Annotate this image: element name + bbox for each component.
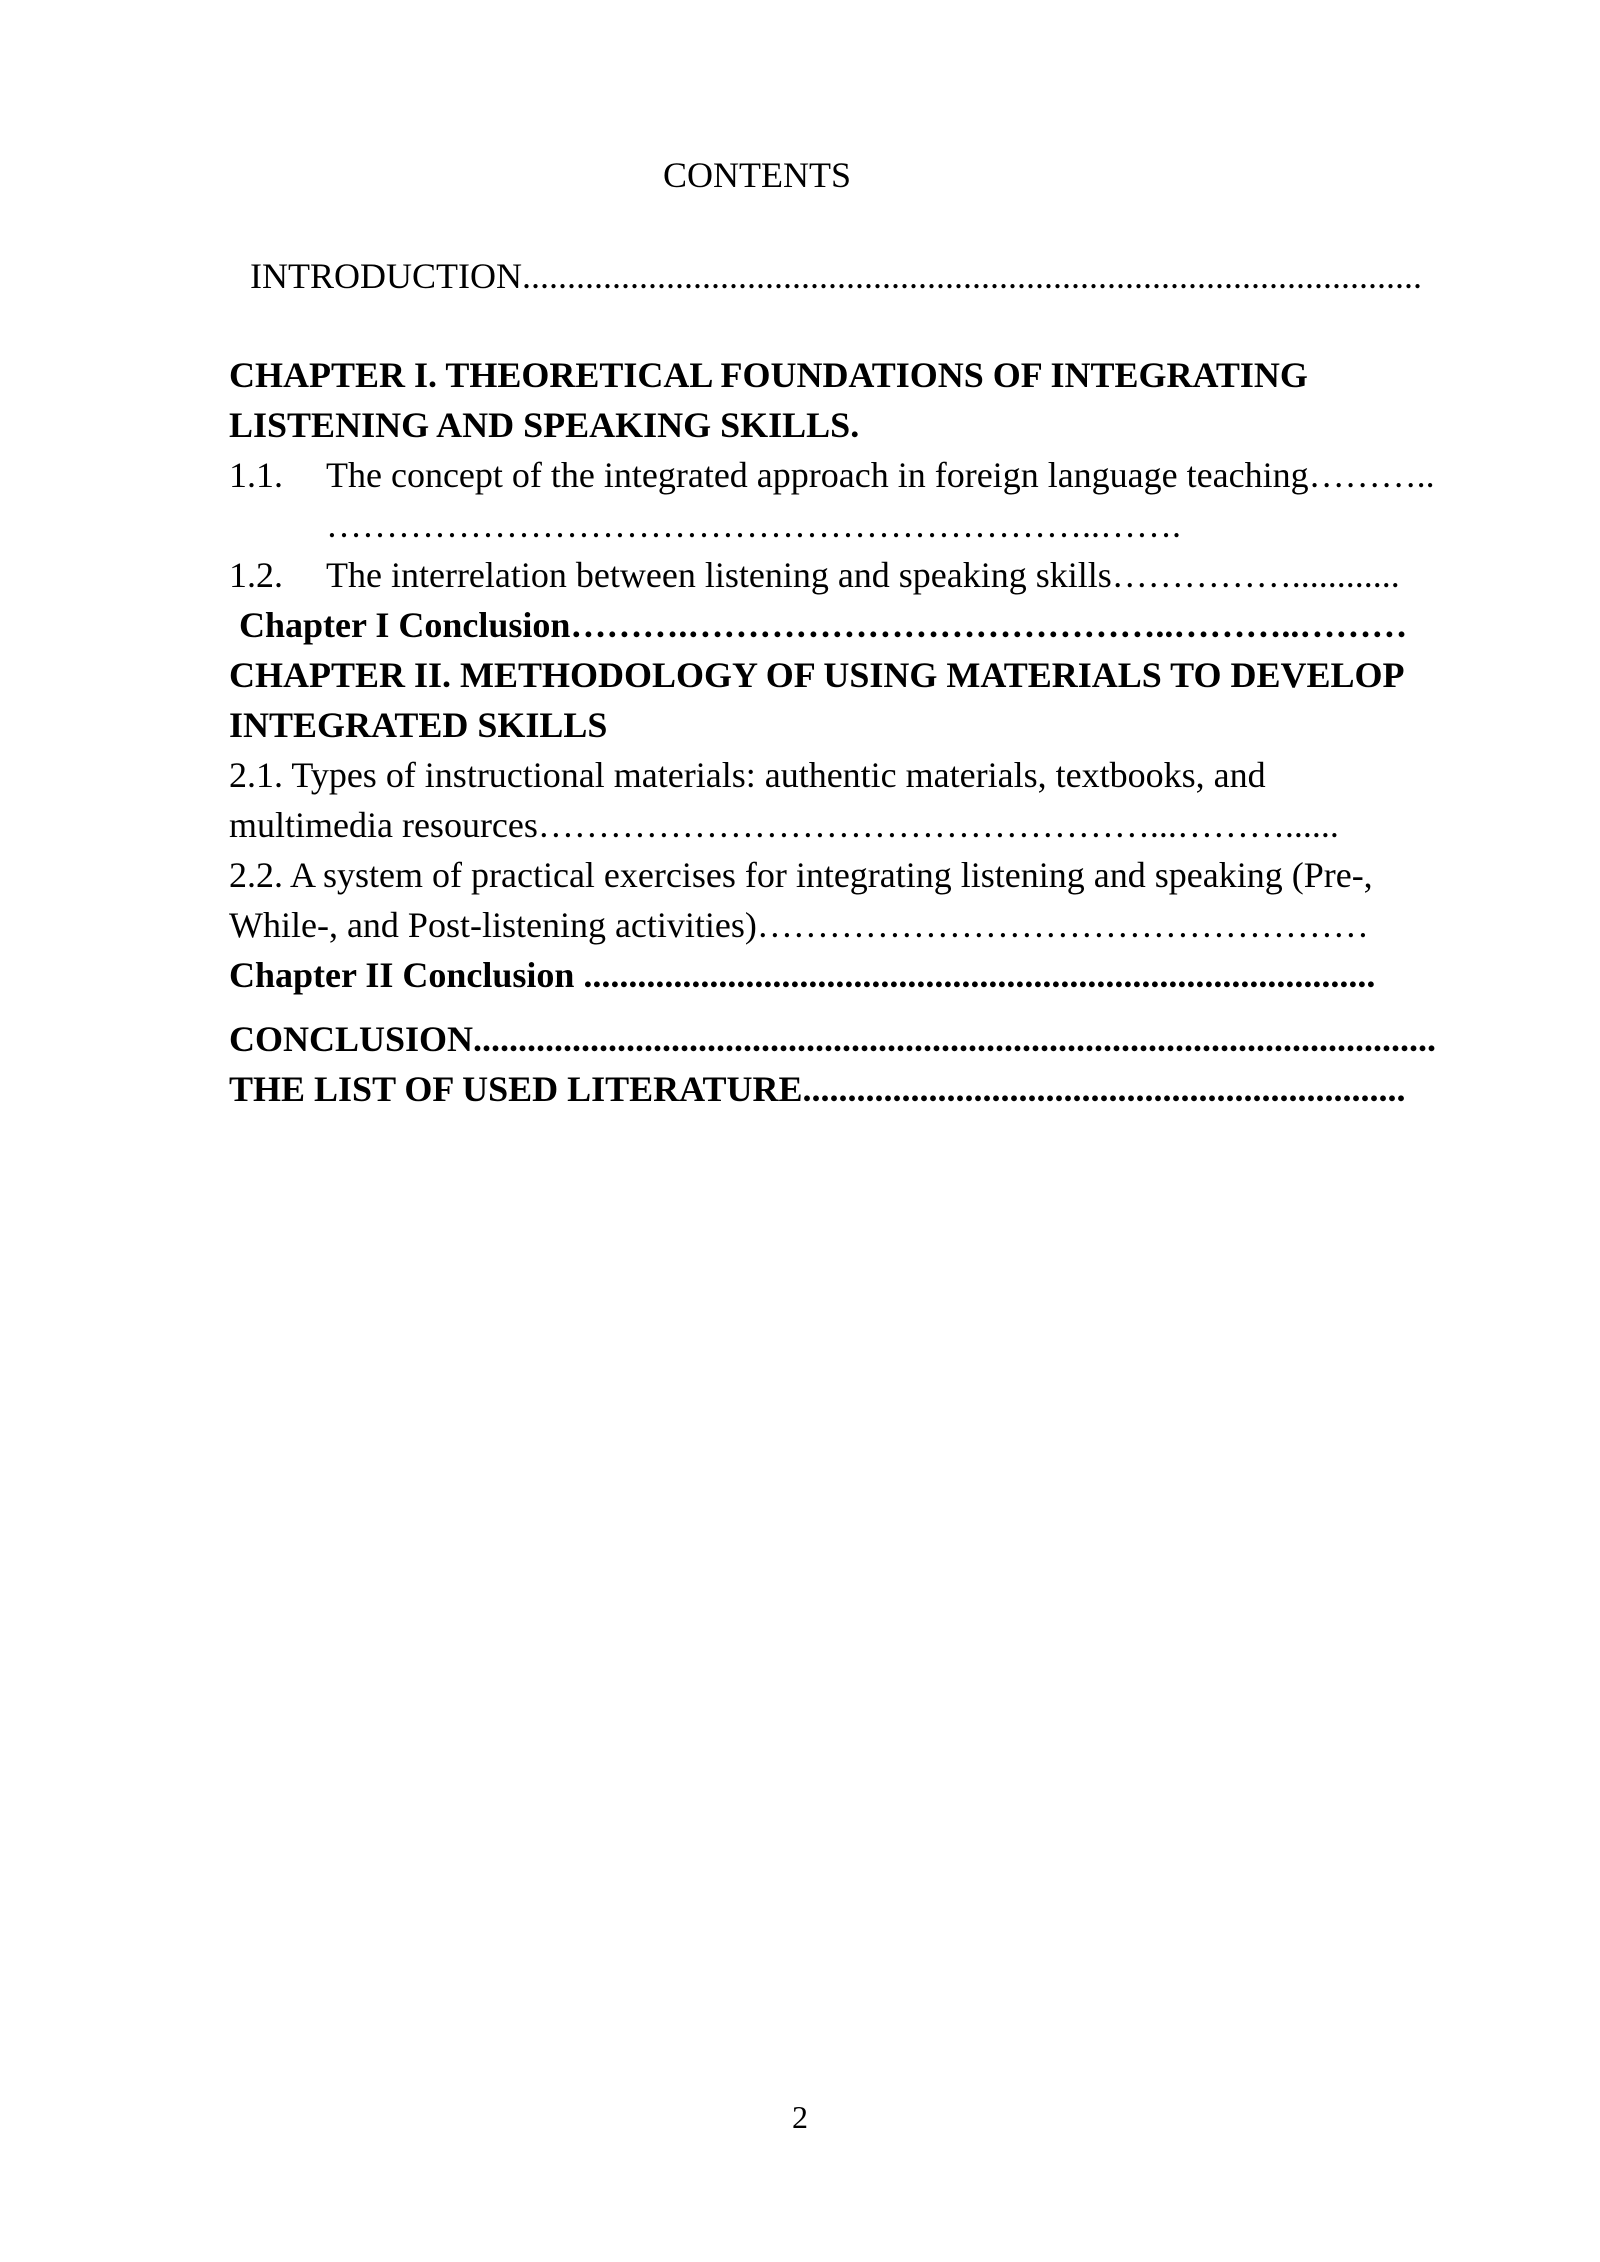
toc-chapter-1-conclusion: Chapter I Conclusion……….…………………………………..………..……… bbox=[239, 605, 1408, 645]
toc-section-1-1 bbox=[229, 450, 1435, 500]
toc-entry-literature: THE LIST OF USED LITERATURE................................................................... bbox=[229, 1069, 1406, 1109]
section-number: 1.2. bbox=[229, 555, 283, 595]
section-number: 1.1. bbox=[229, 455, 283, 495]
toc-chapter-2-heading: CHAPTER II. METHODOLOGY OF USING MATERIALS TO DEVELOP bbox=[229, 655, 1405, 695]
toc-section-1-1-leader: ………………………………………………………..……. bbox=[326, 505, 1181, 545]
toc-section-2-1: 2.1. Types of instructional materials: authentic materials, textbooks, and bbox=[229, 755, 1266, 795]
toc-section-1-2 bbox=[229, 550, 1400, 600]
toc-entry-introduction: INTRODUCTION.................................................................................................... bbox=[250, 256, 1422, 296]
toc-section-2-1-continued: multimedia resources……………………………………………...………...... bbox=[229, 805, 1339, 845]
toc-section-2-2: 2.2. A system of practical exercises for integrating listening and speaking (Pre-, bbox=[229, 855, 1373, 895]
toc-chapter-2-conclusion: Chapter II Conclusion ........................................................................................ bbox=[229, 955, 1376, 995]
page-number: 2 bbox=[792, 2099, 808, 2135]
section-title: The concept of the integrated approach in foreign language teaching……….. bbox=[326, 455, 1435, 495]
contents-title: CONTENTS bbox=[663, 155, 851, 195]
toc-chapter-2-heading-continued: INTEGRATED SKILLS bbox=[229, 705, 608, 745]
toc-entry-conclusion: CONCLUSION........................................................................................................... bbox=[229, 1019, 1437, 1059]
section-title: The interrelation between listening and speaking skills……………............ bbox=[326, 555, 1400, 595]
toc-chapter-1-heading: CHAPTER I. THEORETICAL FOUNDATIONS OF INTEGRATING bbox=[229, 355, 1308, 395]
toc-section-2-2-continued: While-, and Post-listening activities)…………………………………………… bbox=[229, 905, 1369, 945]
toc-chapter-1-heading-continued: LISTENING AND SPEAKING SKILLS. bbox=[229, 405, 860, 445]
